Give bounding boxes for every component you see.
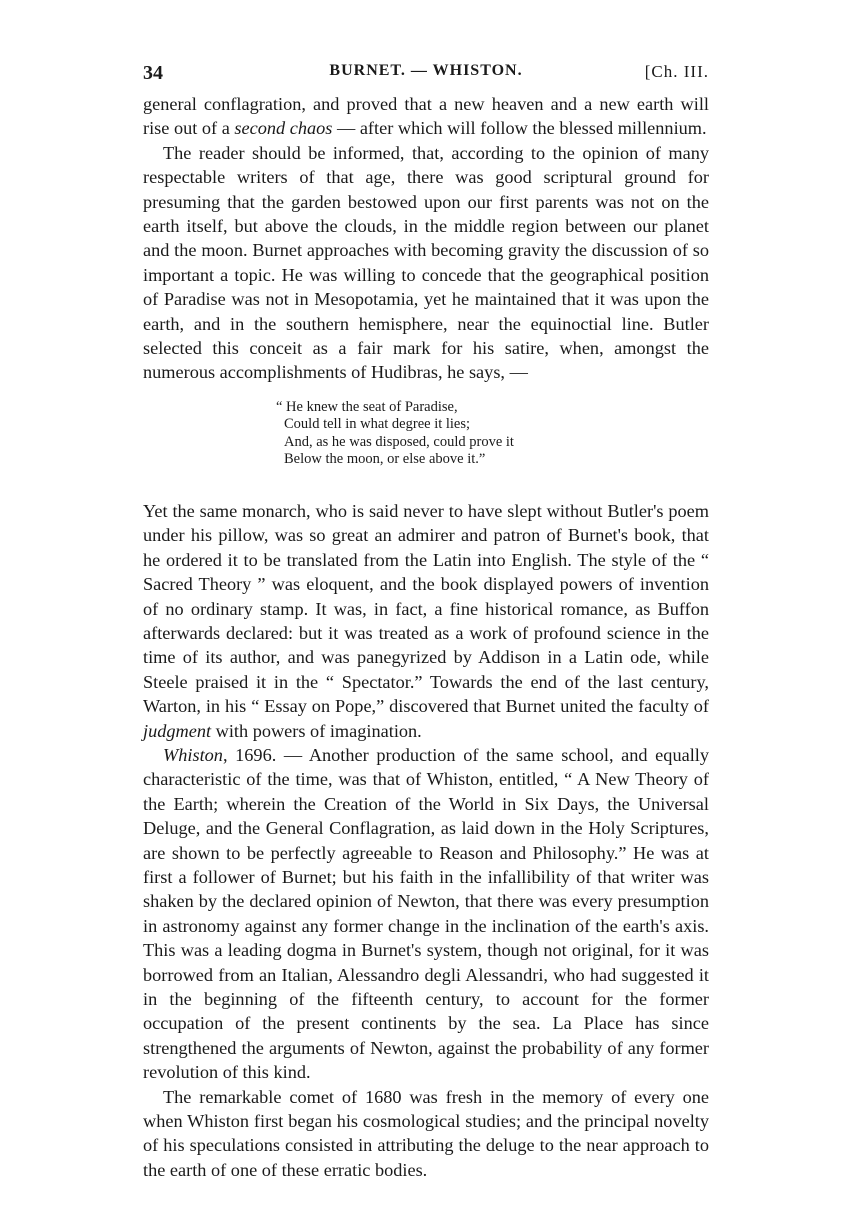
spacer (143, 483, 709, 499)
p3-text-a: Yet the same monarch, who is said never to have slept without Butler's poem under his pillow, was so great an admirer and patron of Burnet's book, that he ordered it to be translated from the Latin into English. The style of the “ Sacred Theory ” was eloquent, and the book displayed powers of invention of no ordinary stamp. It was, in fact, a fine historical romance, as Buffon afterwards declared: but it was treated as a work of profound science in the time of its author, and was panegyrized by Addison in a Latin ode, while Steele praised it in the “ Spectator.” Towards the end of the last century, Warton, in his “ Essay on Pope,” discovered that Burnet united the faculty of (143, 500, 709, 717)
running-header (143, 62, 709, 86)
p3-italic: judgment (143, 720, 212, 741)
verse-line-4: Below the moon, or else above it.” (284, 451, 486, 468)
p4-text: , 1696. — Another production of the same school, and equally characteristic of the time, was that of Whiston, entitled, “ A New Theory of the Earth; wherein the Creation of the World in Six Days, the Universal Deluge, and the General Conflagration, as laid down in the Holy Scriptures, are shown to be perfectly agreeable to Reason and Philosophy.” He was at first a follower of Burnet; but his faith in the infallibility of that writer was shaken by the declared opinion of Newton, that there was every presumption in astronomy against any former change in the inclination of the earth's axis. This was a leading dogma in Burnet's system, though not original, for it was borrowed from an Italian, Alessandro degli Alessandri, who had suggested it in the beginning of the fifteenth century, to account for the former occupation of the present continents by the sea. La Place has since strengthened the arguments of Newton, against the probability of any former revolution of this kind. (143, 744, 709, 1083)
verse-line-1: “ He knew the seat of Paradise, (276, 398, 458, 415)
running-title: BURNET. — WHISTON. (329, 62, 523, 79)
page-number: 34 (143, 62, 163, 84)
chapter-label: [Ch. III. (644, 62, 709, 81)
verse-quote (276, 399, 709, 469)
p3-text-b: with powers of imagination. (211, 720, 422, 741)
paragraph-1 (143, 92, 709, 141)
p1-text-b: — after which will follow the blessed millennium. (332, 118, 707, 139)
p1-italic: second chaos (234, 118, 333, 139)
paragraph-5: The remarkable comet of 1680 was fresh in the memory of every one when Whiston first began his cosmological studies; and the principal novelty of his speculations consisted in attributing the deluge to the near approach to the earth of one of these erratic bodies. (143, 1086, 709, 1180)
verse-line-3: And, as he was disposed, could prove it (284, 433, 514, 450)
p1-text-a: general conflagration, and proved that a new heaven and a new earth will rise out of a (143, 94, 709, 139)
body-text (143, 92, 709, 1182)
paragraph-4 (143, 743, 709, 1085)
p4-italic: Whiston (163, 744, 223, 765)
paragraph-2: The reader should be informed, that, according to the opinion of many respectable writers of that age, there was good scriptural ground for presuming that the garden bestowed upon our first parents was not on the earth itself, but above the clouds, in the middle region between our planet and the moon. Burnet approaches with becoming gravity the discussion of so important a topic. He was willing to concede that the geographical position of Paradise was not in Mesopotamia, yet he maintained that it was upon the earth, and in the southern hemisphere, near the equinoctial line. Butler selected this conceit as a fair mark for his satire, when, amongst the numerous accomplishments of Hudibras, he says, — (143, 142, 709, 383)
verse-line-2: Could tell in what degree it lies; (284, 416, 471, 433)
paragraph-3 (143, 499, 709, 743)
